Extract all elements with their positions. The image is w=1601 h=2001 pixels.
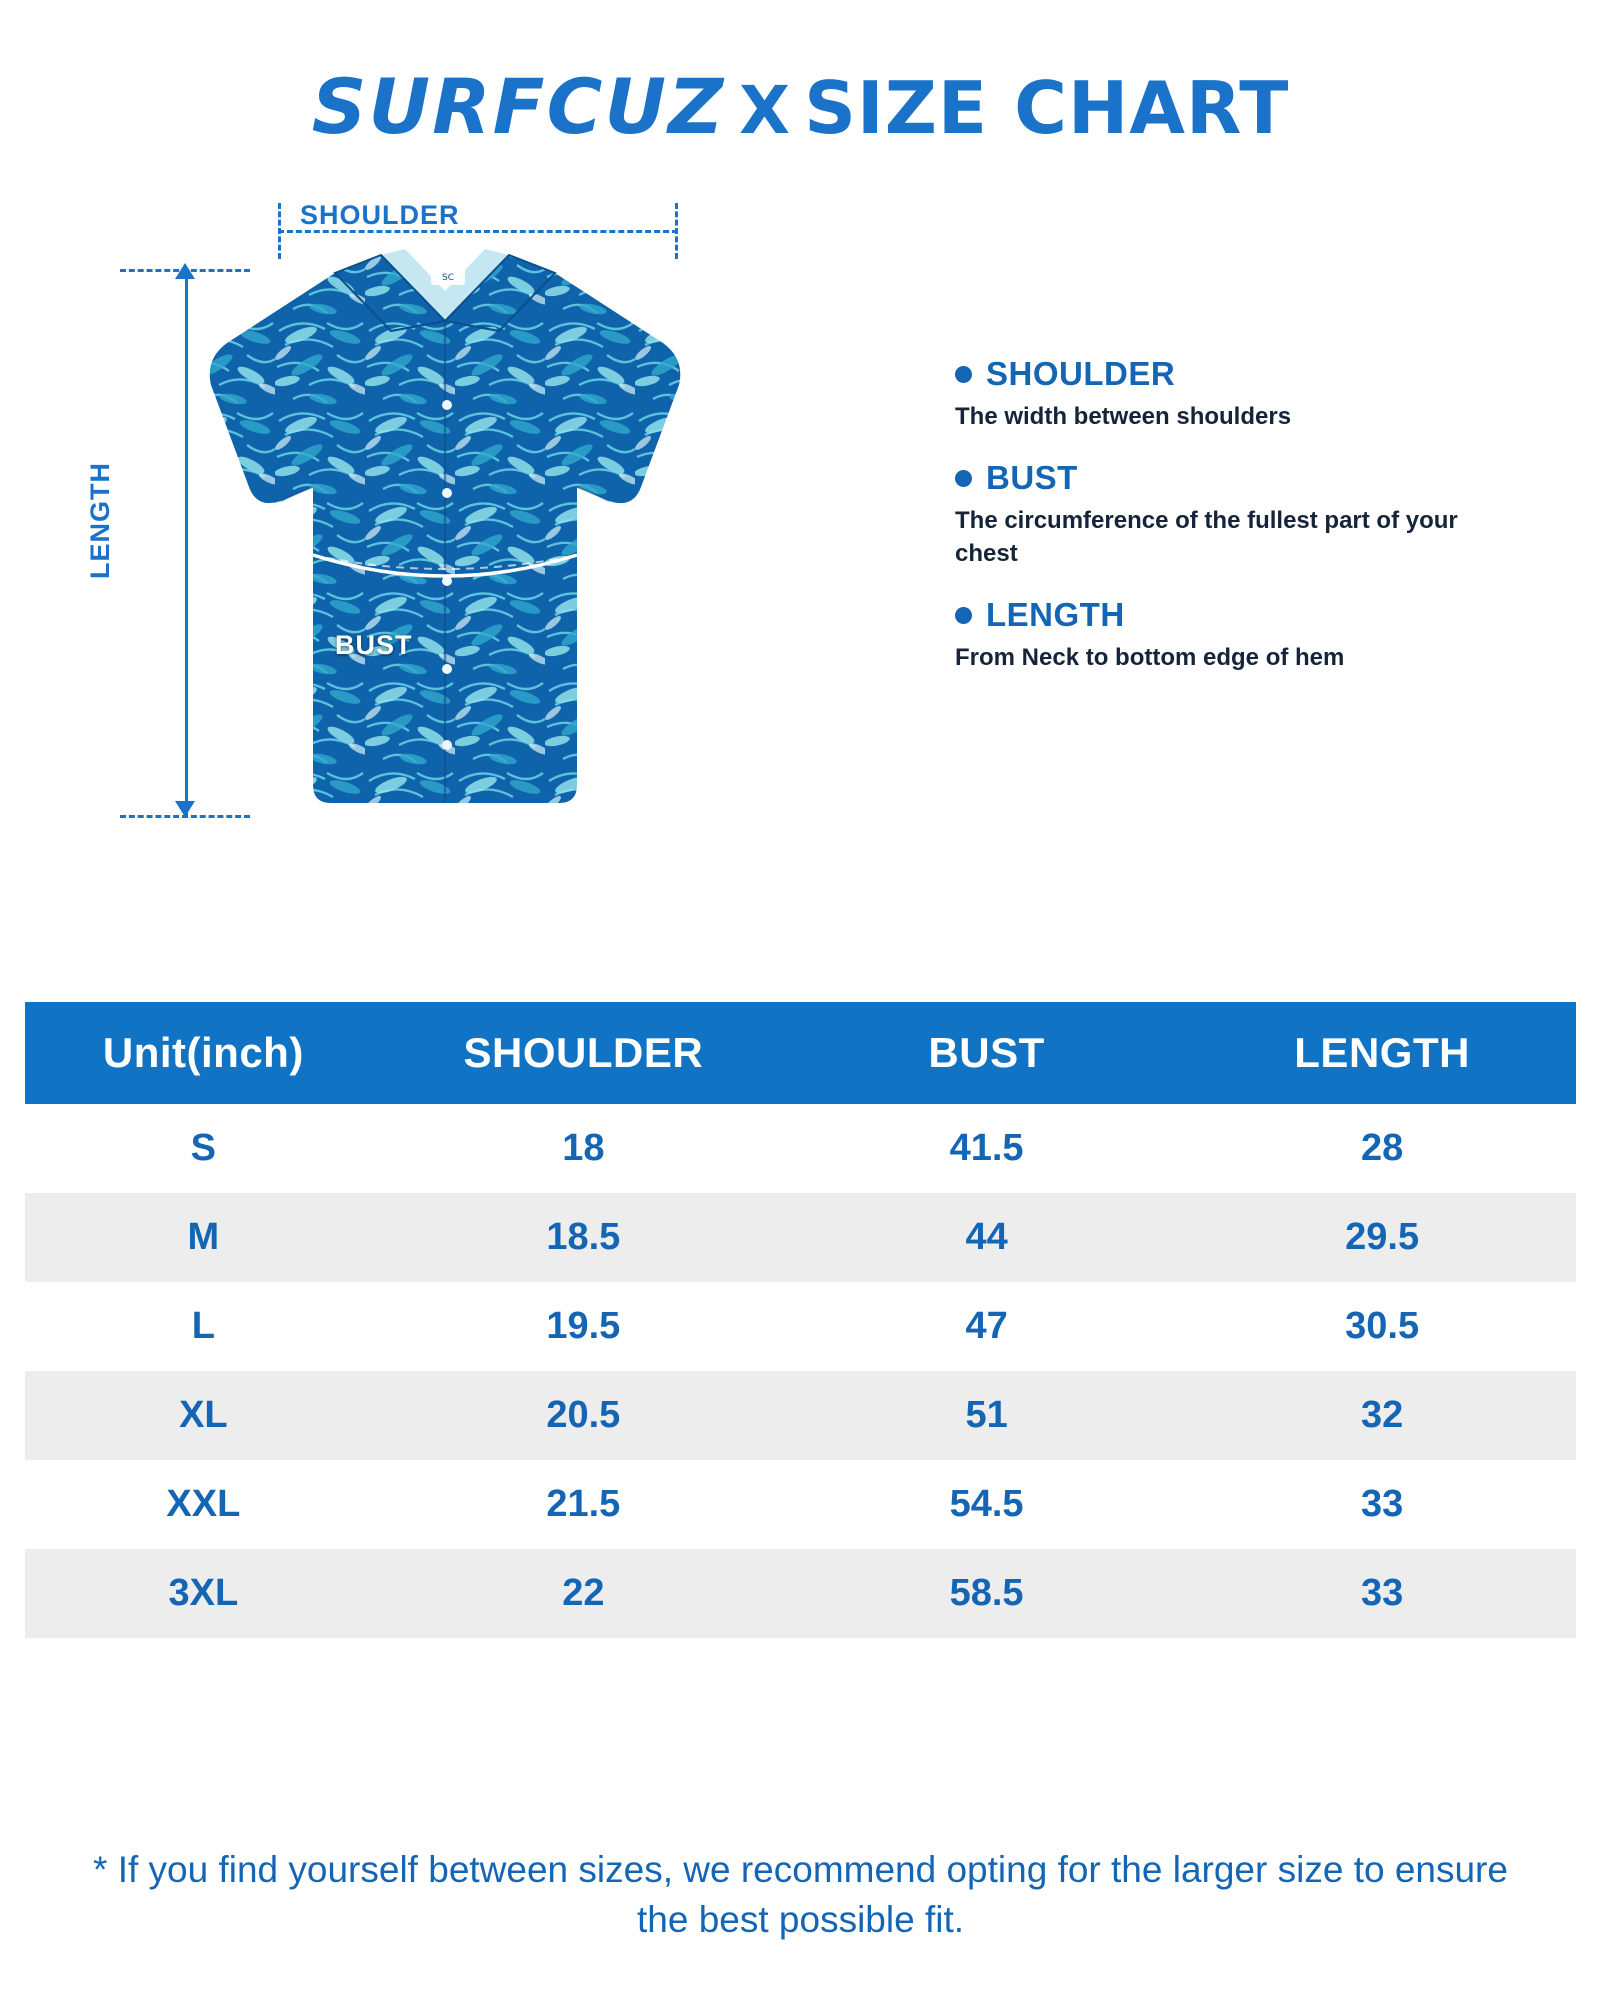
cell-bust: 54.5 — [949, 1483, 1024, 1525]
table-header-unit: Unit(inch) — [25, 1002, 382, 1104]
table-row — [25, 1549, 1576, 1638]
cell-bust: 58.5 — [949, 1572, 1024, 1614]
cell-shoulder: 18.5 — [546, 1216, 621, 1258]
shirt-diagram — [60, 175, 780, 935]
cell-size: L — [191, 1305, 215, 1347]
cell-length: 28 — [1360, 1127, 1404, 1169]
cell-length: 33 — [1360, 1572, 1404, 1614]
page-title — [0, 62, 1601, 151]
bust-measure-label: BUST — [335, 630, 413, 660]
table-row — [25, 1193, 1576, 1282]
legend-item-length — [955, 596, 1535, 674]
cell-shoulder: 20.5 — [546, 1394, 621, 1436]
legend-title-shoulder: SHOULDER — [986, 355, 1176, 392]
cell-length: 32 — [1360, 1394, 1404, 1436]
hawaiian-shirt-image — [185, 225, 705, 875]
cell-bust: 41.5 — [949, 1127, 1024, 1169]
cell-bust: 47 — [965, 1305, 1008, 1347]
legend-desc-shoulder: The width between shoulders — [955, 403, 1292, 430]
legend-title-bust: BUST — [986, 459, 1078, 497]
shoulder-measure-label: SHOULDER — [300, 200, 460, 230]
bullet-dot-icon — [955, 607, 972, 624]
cell-shoulder: 22 — [562, 1572, 605, 1614]
title-separator: X — [739, 72, 791, 149]
cell-bust: 44 — [965, 1216, 1008, 1258]
table-header-shoulder: SHOULDER — [382, 1002, 785, 1104]
bullet-dot-icon — [955, 470, 972, 487]
brand-name: SURFCUZ — [311, 62, 726, 151]
table-row — [25, 1371, 1576, 1460]
cell-length: 30.5 — [1345, 1305, 1420, 1347]
cell-length: 29.5 — [1345, 1216, 1420, 1258]
title-text: SIZE CHART — [804, 66, 1290, 150]
cell-size: XXL — [166, 1483, 241, 1525]
cell-shoulder: 19.5 — [546, 1305, 621, 1347]
svg-text:SC: SC — [442, 273, 454, 283]
table-row — [25, 1460, 1576, 1549]
legend-title-length: LENGTH — [986, 596, 1125, 634]
cell-length: 33 — [1360, 1483, 1404, 1525]
table-row — [25, 1282, 1576, 1371]
cell-shoulder: 18 — [562, 1127, 605, 1169]
table-header-row — [25, 1002, 1576, 1104]
cell-size: 3XL — [168, 1572, 239, 1614]
sizing-footnote: * If you find yourself between sizes, we recommend opting for the larger size to ensure the best possible fit. — [93, 1849, 1508, 1940]
cell-size: S — [190, 1127, 217, 1169]
cell-size: XL — [179, 1394, 228, 1436]
table-header-length: LENGTH — [1188, 1002, 1576, 1104]
legend-desc-bust: The circumference of the fullest part of your chest — [955, 507, 1458, 567]
bullet-dot-icon — [955, 366, 972, 383]
cell-bust: 51 — [965, 1394, 1008, 1436]
measurement-legend — [955, 355, 1535, 701]
length-measure-label: LENGTH — [85, 462, 115, 579]
table-header-bust: BUST — [785, 1002, 1188, 1104]
legend-desc-length: From Neck to bottom edge of hem — [955, 644, 1345, 672]
table-row — [25, 1104, 1576, 1193]
legend-item-bust — [955, 459, 1535, 570]
cell-size: M — [187, 1216, 220, 1258]
legend-item-shoulder — [955, 355, 1535, 433]
cell-shoulder: 21.5 — [546, 1483, 621, 1525]
size-table — [25, 1002, 1576, 1638]
